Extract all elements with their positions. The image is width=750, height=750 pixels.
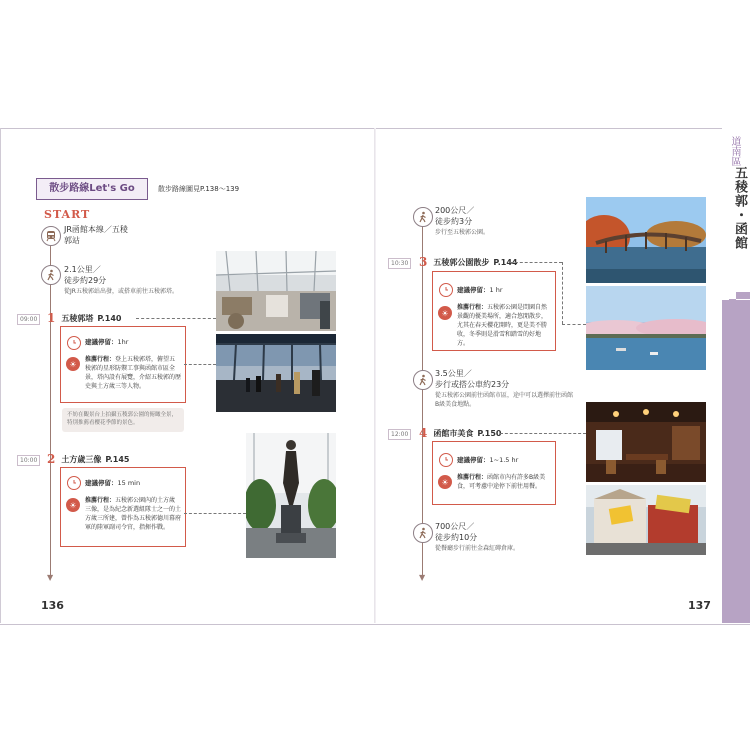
walk3-distance: 3.5公里／ [435, 369, 472, 378]
page-number-left: 136 [41, 599, 64, 612]
stop1-photo-connector [184, 364, 216, 365]
clock-icon [439, 283, 453, 297]
stop1-number: 1 [47, 311, 56, 325]
stop4-stay-value: 1~1.5 hr [489, 456, 519, 464]
stop3-photo-connector [562, 324, 586, 325]
walking-person-icon [413, 523, 433, 543]
stop2-title [47, 452, 130, 466]
timeline-arrow-icon: ▼ [419, 573, 426, 582]
stop4-stay [457, 455, 518, 464]
chapter-title: 五稜郭・函館 [732, 166, 747, 250]
bridge-photo [586, 197, 706, 283]
start-label: START [44, 208, 91, 221]
stop4-title [419, 426, 502, 440]
stop4-reco-label: 推薦行程： [457, 474, 488, 481]
clock-icon [439, 453, 453, 467]
stop3-stay-value: 1 hr [489, 286, 503, 294]
walk4-note: 從餐廳步行前往金森紅磚倉庫。 [435, 545, 520, 552]
page-edge [0, 128, 1, 623]
stop3-page: P.144 [493, 257, 518, 267]
walk2-time: 徒步約3分 [435, 217, 473, 226]
stop1-name: 五稜郭塔 [61, 313, 94, 323]
stop1-page: P.140 [97, 313, 122, 323]
stop4-reco-text: 函館市內有許多B級美食，可考慮中途停下前往用餐。 [457, 474, 546, 490]
stop3-connector-vertical [562, 262, 563, 324]
train-icon [41, 226, 61, 246]
walk3-note: 從五稜郭公園前往函館市區，途中可以選擇前往函館B級美食地點。 [435, 392, 574, 408]
stop2-photo-connector [184, 513, 246, 514]
timeline-line [50, 246, 51, 576]
stop3-title [419, 255, 518, 269]
walk1-note: 從JR五稜郭站出發，或搭車前往五稜郭塔。 [64, 288, 178, 295]
route-map-reference: 散步路線圖見P.138～139 [158, 185, 240, 193]
stop4-name: 函館市美食 [433, 428, 474, 438]
walk1-distance: 2.1公里／ [64, 265, 101, 274]
stop2-stay-label: 建議停留： [85, 479, 118, 487]
stop4-photo-connector [500, 433, 586, 434]
recommend-icon: ☀ [438, 306, 452, 320]
stop2-stay [85, 478, 140, 487]
stop4-info-box [432, 441, 556, 505]
recommend-icon: ☀ [438, 475, 452, 489]
stop1-time: 09:00 [17, 314, 40, 325]
stop2-reco-text: 五稜郭公園內的土方歲三像，是為紀念新選組隊士之一的土方歲三所建，曾作為五稜郭德川幕府軍的陸軍副司令官，指揮作戰。 [85, 497, 182, 531]
stop1-connector [136, 318, 216, 319]
stop2-stay-value: 15 min [117, 479, 141, 487]
stop4-number: 4 [419, 426, 428, 440]
clock-icon [67, 476, 81, 490]
observation-deck-photo [216, 334, 336, 412]
walk1-time: 徒步約29分 [64, 276, 107, 285]
stop3-stay-label: 建議停留： [457, 286, 490, 294]
tower-interior-photo [216, 251, 336, 331]
stop3-number: 3 [419, 255, 428, 269]
walk3-time: 步行或搭公車約23分 [435, 380, 510, 389]
restaurant-photo [586, 402, 706, 482]
tip-box: 不妨在觀景台上拍攝五稜郭公園的俯瞰全景，特別推薦看櫻花季節的景色。 [62, 408, 184, 432]
stop3-reco-text: 五稜郭公園是問園自然景觀的優美場所，適合悠閒散步，尤其在春天櫻花開時，更是美不勝收，冬季則是滑雪和踏雪的好地方。 [457, 304, 548, 347]
stop3-stay [457, 285, 503, 294]
stop1-info-box [60, 326, 186, 403]
street-food-photo [586, 485, 706, 555]
stop3-reco-label: 推薦行程： [457, 304, 488, 311]
clock-icon [67, 336, 81, 350]
recommend-icon: ☀ [66, 357, 80, 371]
stop3-name: 五稜郭公園散步 [433, 257, 490, 267]
walk2-note: 步行至五稜郭公園。 [435, 229, 490, 236]
recommend-icon: ☀ [66, 498, 80, 512]
stop1-reco [85, 355, 181, 391]
stop4-reco [457, 473, 551, 491]
walk2-distance: 200公尺／ [435, 206, 475, 215]
stop2-name: 土方歲三像 [61, 454, 102, 464]
stop1-stay-label: 建議停留： [85, 338, 118, 346]
walking-person-icon [41, 265, 61, 285]
stop1-reco-label: 推薦行程： [85, 356, 116, 363]
route-heading: 散步路線Let's Go [36, 178, 148, 200]
start-station: JR函館本線／五稜郭站 [64, 225, 128, 245]
walking-person-icon [413, 370, 433, 390]
park-photo [586, 286, 706, 370]
walk4-distance: 700公尺／ [435, 522, 475, 531]
stop3-reco [457, 303, 551, 348]
stop3-info-box [432, 271, 556, 351]
walk4-time: 徒步約10分 [435, 533, 478, 542]
stop2-page: P.145 [105, 454, 130, 464]
stop3-time: 10:30 [388, 258, 411, 269]
timeline-arrow-icon: ▼ [47, 573, 54, 582]
stop2-reco-label: 推薦行程： [85, 497, 116, 504]
stop3-connector [510, 262, 562, 263]
stop4-stay-label: 建議停留： [457, 456, 490, 464]
stop2-number: 2 [47, 452, 56, 466]
walking-person-icon [413, 207, 433, 227]
chapter-category: 道南區 [729, 136, 740, 166]
stop2-info-box [60, 467, 186, 547]
stop1-stay-value: 1hr [117, 338, 129, 346]
stop1-title [47, 311, 122, 325]
stop1-reco-text: 登上五稜郭塔，俯望五稜郭的星形防禦工事與函館市區全景，塔內設有展覽，介紹五稜郭的歷史與土方歲三等人物。 [85, 356, 182, 390]
stop2-time: 10:00 [17, 455, 40, 466]
statue-photo [246, 433, 336, 558]
stop1-stay [85, 337, 128, 346]
page-number-right: 137 [688, 599, 711, 612]
stop4-page: P.150 [477, 428, 502, 438]
book-gutter [374, 128, 376, 623]
stop2-reco [85, 496, 181, 532]
stop4-time: 12:00 [388, 429, 411, 440]
